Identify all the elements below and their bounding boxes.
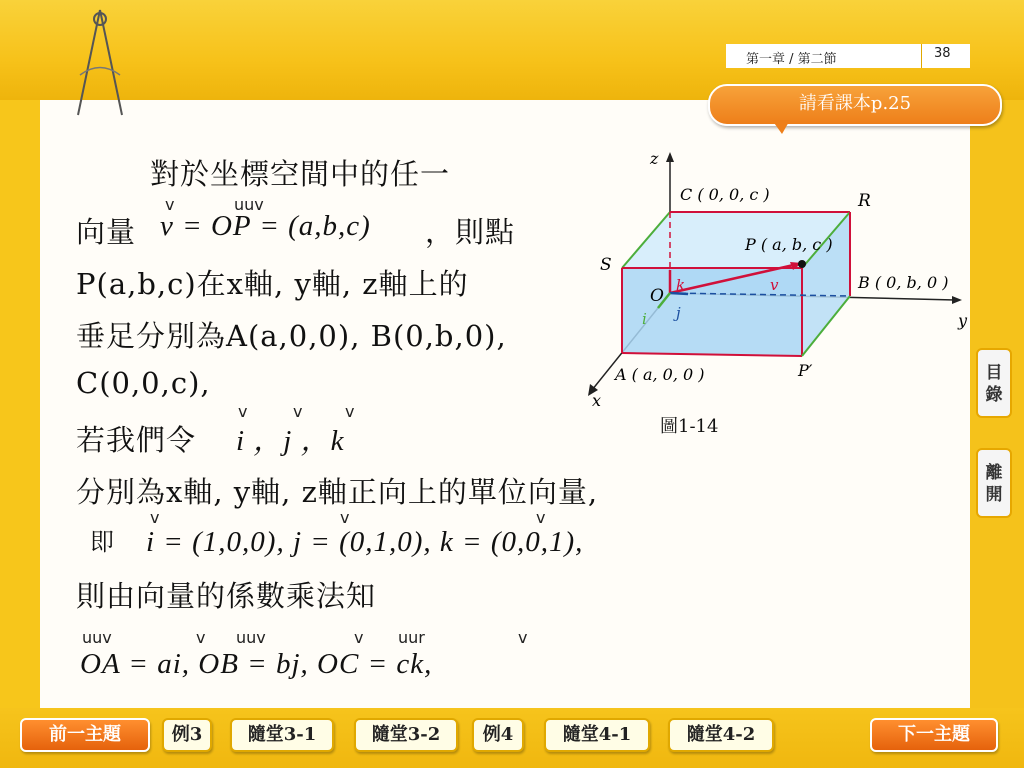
label-y: y bbox=[958, 311, 968, 330]
text-line-8a: 即 bbox=[90, 528, 115, 556]
vector-mark-ob: uuv bbox=[236, 628, 266, 647]
label-z: z bbox=[650, 149, 659, 168]
vector-mark-i: v bbox=[238, 402, 248, 421]
text-line-10: OA = ai, OB = bj, OC = ck, bbox=[80, 648, 433, 680]
see-textbook-label: 請看課本p.25 bbox=[798, 93, 912, 114]
bubble-tail bbox=[772, 120, 790, 134]
figure-caption: 圖1-14 bbox=[660, 416, 719, 437]
text-line-2a: 向量 bbox=[76, 215, 137, 249]
vector-mark-oa: uuv bbox=[82, 628, 112, 647]
label-i: i bbox=[642, 310, 647, 328]
label-k: k bbox=[676, 276, 686, 294]
see-textbook-button[interactable] bbox=[708, 84, 1002, 126]
vector-mark-v: v bbox=[165, 195, 175, 214]
text-line-6b: i ，j ，k bbox=[236, 425, 345, 457]
vector-mark-oc: uur bbox=[398, 628, 425, 647]
text-line-3: P(a,b,c)在x軸, y軸, z軸上的 bbox=[76, 267, 469, 301]
label-x: x bbox=[592, 391, 602, 410]
label-v: v bbox=[770, 276, 779, 294]
class-4-2-button[interactable]: 隨堂4-2 bbox=[668, 718, 774, 752]
point-P bbox=[798, 260, 806, 268]
vector-mark-j: v bbox=[293, 402, 303, 421]
label-R: R bbox=[858, 191, 871, 211]
label-S: S bbox=[600, 255, 612, 275]
text-line-1: 對於坐標空間中的任一 bbox=[150, 157, 451, 191]
text-line-5: C(0,0,c), bbox=[76, 366, 211, 400]
compass-icon bbox=[70, 5, 130, 120]
class-4-1-button[interactable]: 隨堂4-1 bbox=[544, 718, 650, 752]
next-topic-button[interactable]: 下一主題 bbox=[870, 718, 998, 752]
label-A: A ( a, 0, 0 ) bbox=[615, 365, 705, 384]
breadcrumb bbox=[726, 44, 970, 68]
leave-button[interactable]: 離 開 bbox=[976, 448, 1012, 518]
breadcrumb-label: 第一章 / 第二節 bbox=[746, 52, 837, 67]
breadcrumb-divider bbox=[921, 44, 922, 68]
text-line-4: 垂足分別為A(a,0,0), B(0,b,0), bbox=[76, 319, 507, 353]
vector-mark-i3: v bbox=[196, 628, 206, 647]
coordinate-box-figure bbox=[580, 148, 980, 410]
z-axis-arrow bbox=[666, 152, 674, 162]
class-3-2-button[interactable]: 隨堂3-2 bbox=[354, 718, 458, 752]
vector-mark-op: uuv bbox=[234, 195, 264, 214]
class-3-1-button[interactable]: 隨堂3-1 bbox=[230, 718, 334, 752]
vector-mark-j2: v bbox=[340, 508, 350, 527]
label-j: j bbox=[676, 304, 681, 322]
label-Pprime: P′ bbox=[798, 361, 813, 380]
page-number: 38 bbox=[934, 46, 951, 61]
label-C: C ( 0, 0, c ) bbox=[680, 185, 770, 204]
text-line-6a: 若我們令 bbox=[76, 423, 197, 457]
y-axis-arrow bbox=[952, 296, 962, 304]
text-line-2c: ，則點 bbox=[425, 215, 516, 249]
vector-mark-k2: v bbox=[536, 508, 546, 527]
vector-mark-k: v bbox=[345, 402, 355, 421]
text-line-7: 分別為x軸, y軸, z軸正向上的單位向量, bbox=[76, 475, 599, 509]
label-O: O bbox=[650, 286, 664, 306]
vector-mark-j3: v bbox=[354, 628, 364, 647]
text-line-2b: v = OP = (a,b,c) bbox=[160, 210, 371, 242]
text-line-8b: i = (1,0,0), j = (0,1,0), k = (0,0,1), bbox=[146, 526, 584, 558]
label-P: P ( a, b, c ) bbox=[745, 235, 833, 254]
vector-mark-i2: v bbox=[150, 508, 160, 527]
example-3-button[interactable]: 例3 bbox=[162, 718, 212, 752]
label-B: B ( 0, b, 0 ) bbox=[858, 273, 949, 292]
prev-topic-button[interactable]: 前一主題 bbox=[20, 718, 150, 752]
vector-mark-k3: v bbox=[518, 628, 528, 647]
example-4-button[interactable]: 例4 bbox=[472, 718, 524, 752]
text-line-9: 則由向量的係數乘法知 bbox=[76, 579, 377, 613]
toc-button[interactable]: 目 錄 bbox=[976, 348, 1012, 418]
